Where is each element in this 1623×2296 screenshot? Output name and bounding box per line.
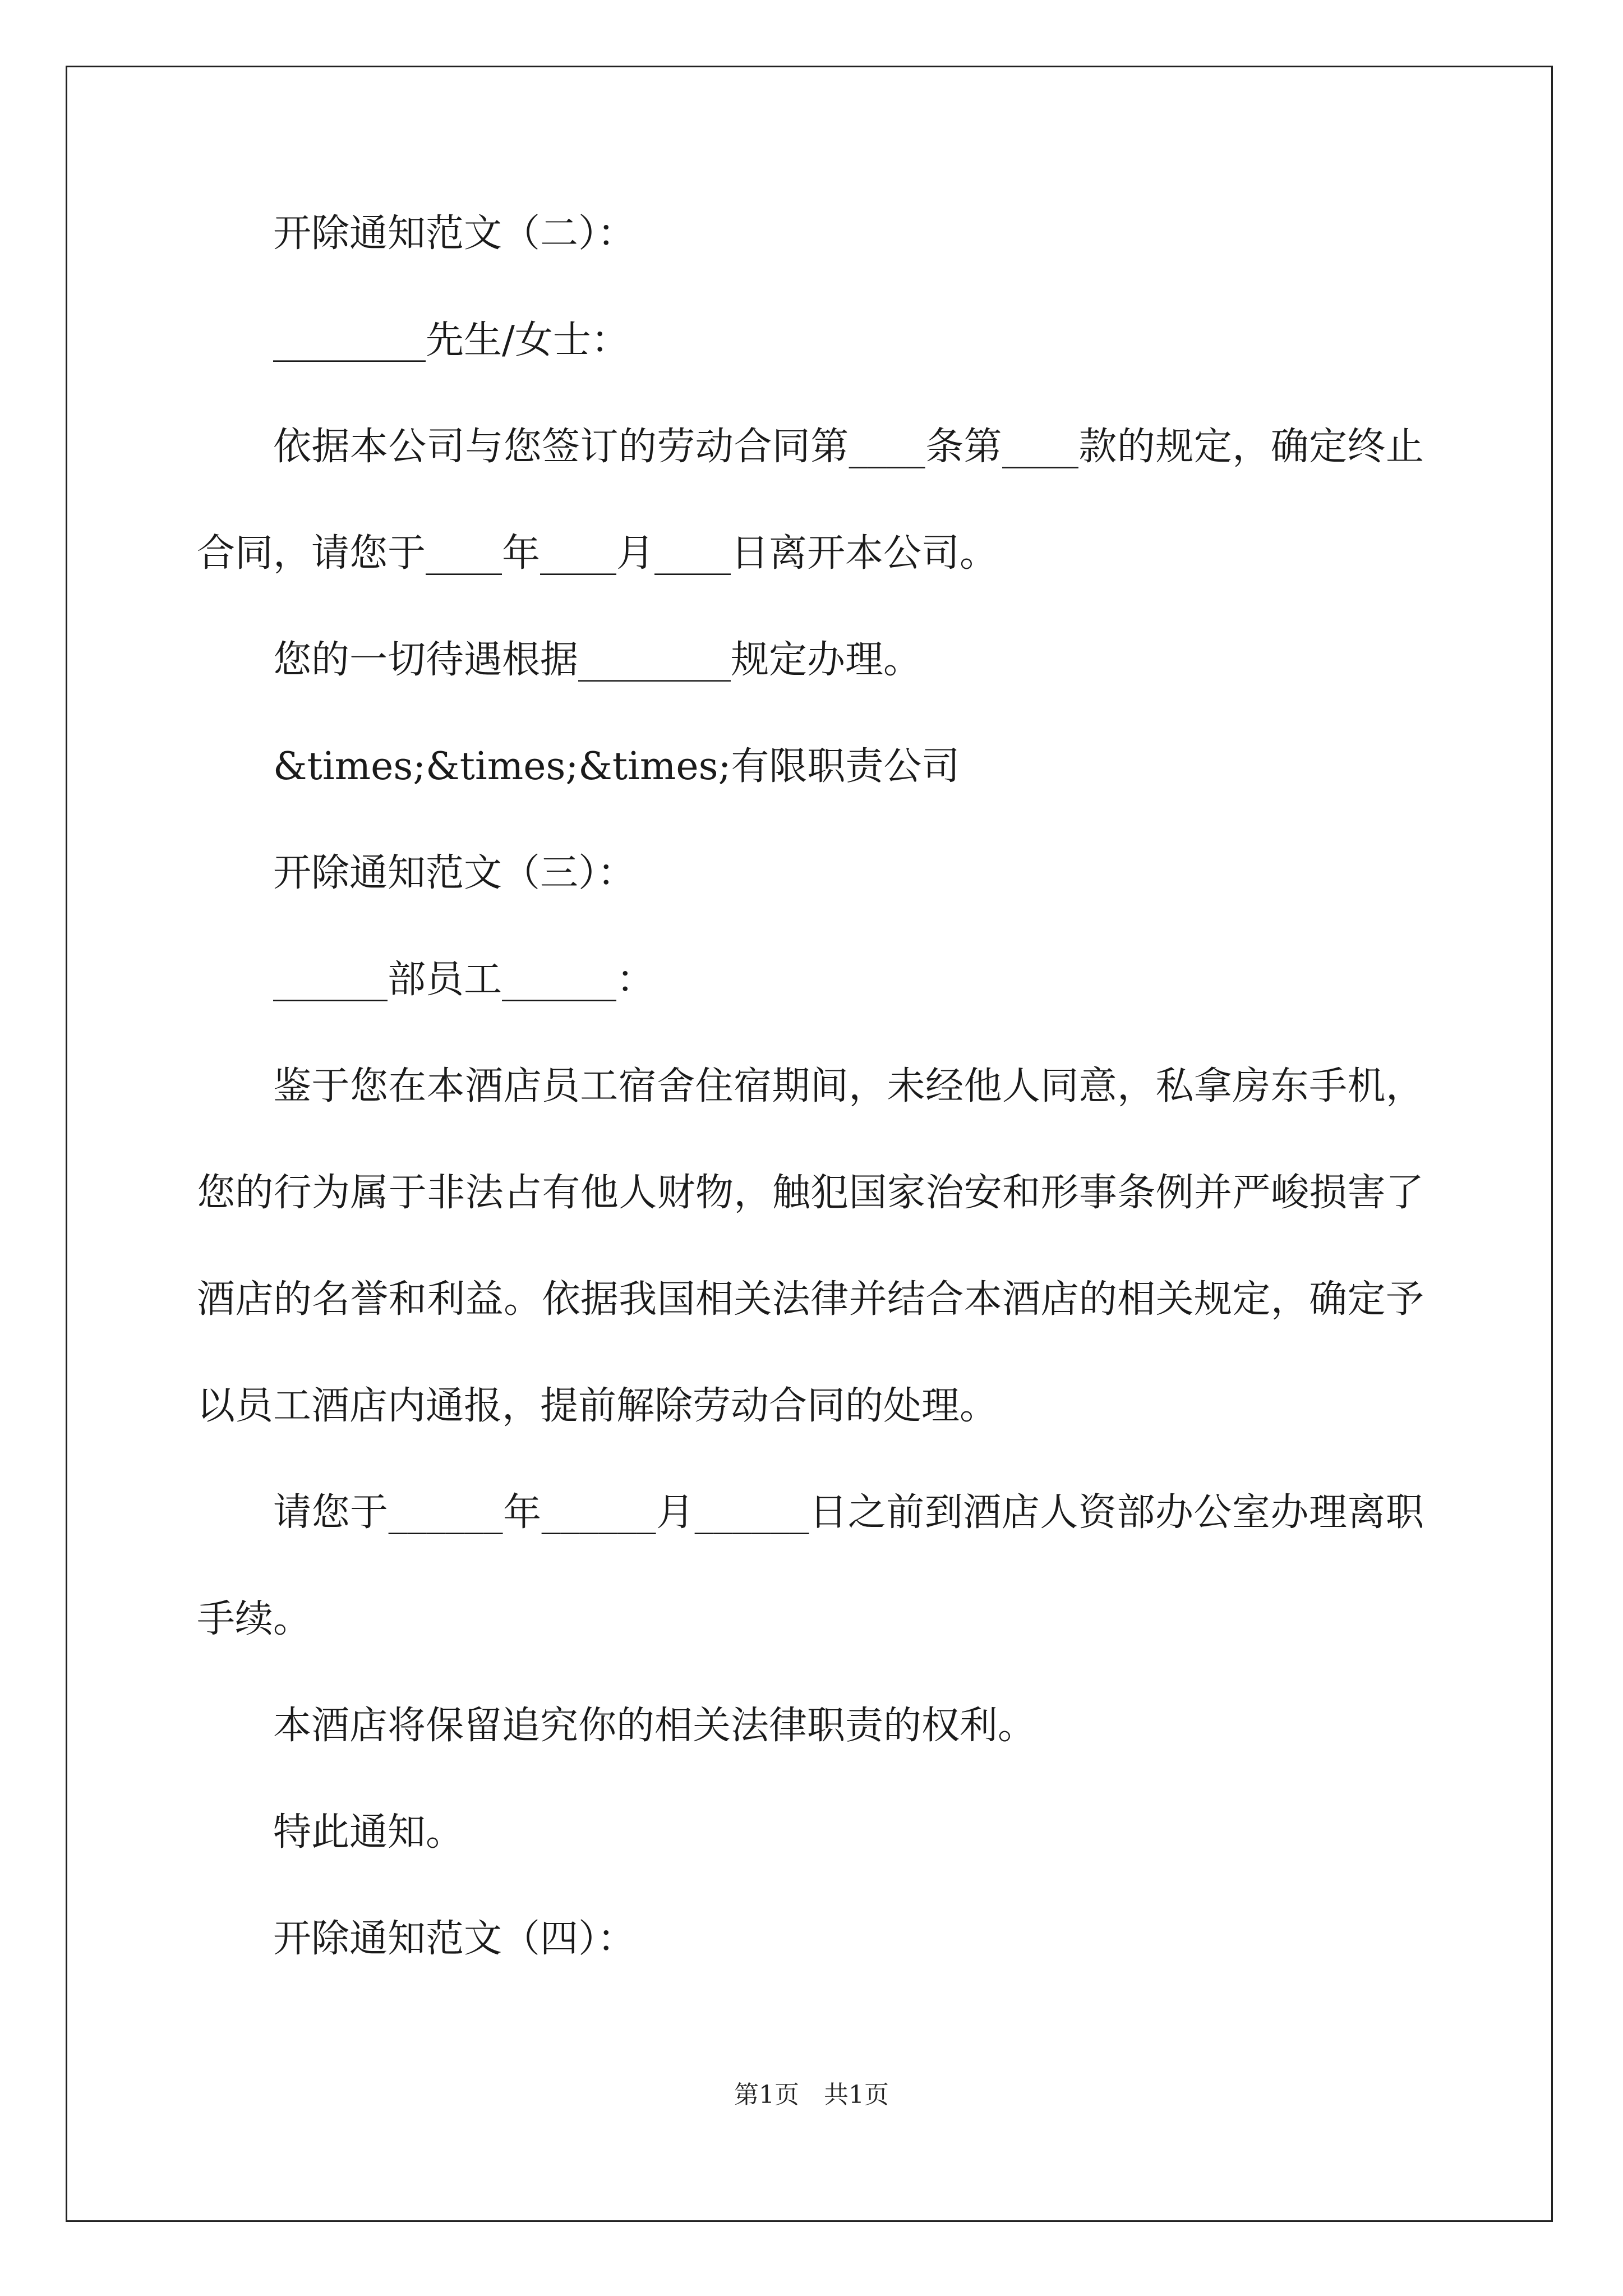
section-heading-3: 开除通知范文（三）： [273, 851, 636, 895]
page-footer: 第1页 共1页 [734, 2081, 889, 2109]
violation-paragraph: 鉴于您在本酒店员工宿舍住宿期间，未经他人同意，私拿房东手机，您的行为属于非法占有他人财物，触犯国家治安和形事条例并严峻损害了酒店的名誉和利益。依据我国相关法律并结合本酒店的相关规定，确定予以员工酒店内通报，提前解除劳动合同的处理。 [197, 1064, 1424, 1428]
section-heading-2: 开除通知范文（二）： [273, 211, 636, 256]
employee-salutation: ______部员工______： [273, 958, 655, 1002]
benefits-paragraph: 您的一切待遇根据________规定办理。 [273, 638, 922, 682]
document-body [197, 181, 1424, 1993]
company-signature: &times;&times;&times;有限职责公司 [273, 744, 960, 789]
salutation-line: ________先生/女士： [273, 318, 629, 362]
notice-closing: 特此通知。 [273, 1810, 464, 1855]
termination-paragraph: 依据本公司与您签订的劳动合同第____条第____款的规定，确定终止合同，请您于____年____月____日离开本公司。 [197, 425, 1424, 576]
legal-reservation-paragraph: 本酒店将保留追究你的相关法律职责的权利。 [273, 1704, 1036, 1748]
resignation-procedure-paragraph: 请您于______年______月______日之前到酒店人资部办公室办理离职手续。 [197, 1490, 1424, 1641]
section-heading-4: 开除通知范文（四）： [273, 1917, 636, 1961]
